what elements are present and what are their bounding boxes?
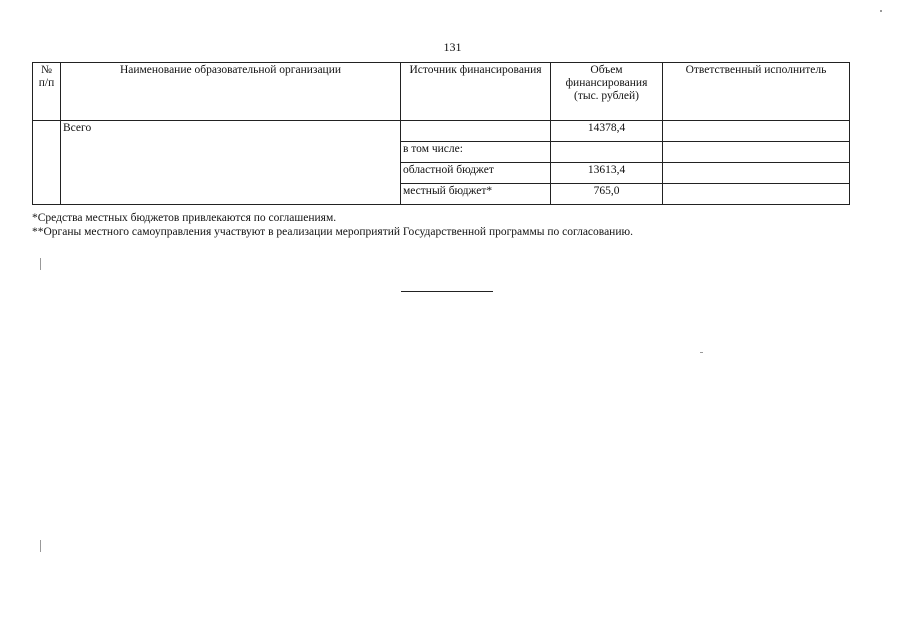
scan-speck [40, 540, 41, 552]
source-cell: областной бюджет [401, 163, 551, 184]
table-header-row [33, 63, 850, 121]
footnote: **Органы местного самоуправления участвуют в реализации мероприятий Государственной программы по согласованию. [32, 226, 633, 238]
volume-cell [551, 142, 663, 163]
header-volume: Объем финансирования (тыс. рублей) [551, 63, 663, 121]
scan-speck [700, 352, 703, 353]
header-source: Источник финансирования [401, 63, 551, 121]
header-executor: Ответственный исполнитель [663, 63, 850, 121]
financing-table [32, 62, 850, 205]
executor-cell [663, 163, 850, 184]
scan-speck [880, 10, 882, 12]
source-cell: в том числе: [401, 142, 551, 163]
footnote: *Средства местных бюджетов привлекаются по соглашениям. [32, 212, 337, 224]
scan-speck [40, 258, 41, 270]
executor-cell [663, 184, 850, 205]
footnotes [32, 211, 872, 239]
executor-cell [663, 121, 850, 142]
volume-cell: 765,0 [551, 184, 663, 205]
source-cell [401, 121, 551, 142]
total-label: Всего [61, 121, 401, 205]
executor-cell [663, 142, 850, 163]
header-name: Наименование образовательной организации [61, 63, 401, 121]
source-cell: местный бюджет* [401, 184, 551, 205]
separator-line [401, 291, 493, 292]
volume-cell: 14378,4 [551, 121, 663, 142]
header-num: № п/п [33, 63, 61, 121]
table-row [33, 121, 850, 142]
page-number: 131 [443, 40, 462, 54]
num-cell [33, 121, 61, 205]
volume-cell: 13613,4 [551, 163, 663, 184]
